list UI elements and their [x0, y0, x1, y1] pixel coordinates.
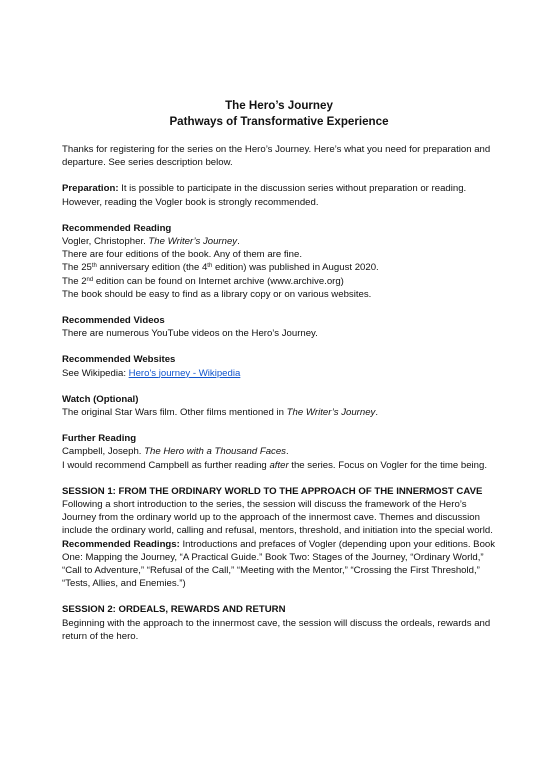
preparation-paragraph [62, 182, 496, 208]
reading-line3-b: anniversary edition (the 4 [96, 262, 208, 274]
further-text-a: I would recommend Campbell as further reading [62, 459, 270, 471]
further-text-emphasis: after [269, 459, 289, 471]
title-line-1: The Hero’s Journey [225, 99, 333, 112]
further-period: . [285, 446, 289, 458]
preparation-text: It is possible to participate in the discussion series without preparation or reading. However, reading the Vogler book is strongly recommended. [62, 183, 467, 208]
document-body [62, 98, 496, 643]
watch-text-main: The original Star Wars film. Other films mentioned in [62, 407, 287, 419]
reading-period: . [237, 236, 240, 248]
session-1-readings [62, 538, 496, 591]
videos-text: There are numerous YouTube videos on the Hero’s Journey. [62, 328, 318, 340]
reading-line4-sup: nd [86, 276, 94, 283]
further-recommendation [62, 459, 496, 472]
further-reading-heading: Further Reading [62, 433, 137, 445]
session-1-readings-label: Recommended Readings: [62, 538, 180, 550]
watch-book-title: The Writer’s Journey [286, 407, 376, 419]
reading-anniversary-line [62, 261, 496, 274]
watch-text [62, 406, 496, 419]
further-citation [62, 445, 496, 458]
reading-library-line: The book should be easy to find as a library copy or on various websites. [62, 288, 372, 300]
reading-line4-a: The 2 [62, 275, 87, 287]
session-1-readings-text: Introductions and prefaces of Vogler (depending upon your editions. Book One: Mapping the Journey, “A Practical Guide.” Book Two: Stages of the Journey, “Ordinary World,” “Call to Adventure,” “Refusal of the Call,” “Meeting with the Mentor,” “Crossing the First Threshold,” “Tests, Allies, and Enemies.”) [62, 538, 496, 590]
intro-paragraph: Thanks for registering for the series on the Hero’s Journey. Here’s what you need for preparation and departure. See series description below. [62, 144, 491, 169]
reading-citation [62, 235, 496, 248]
session-1-description: Following a short introduction to the series, the session will discuss the framework of the Hero’s Journey from the ordinary world up to the approach of the innermost cave. Themes and discussion include the ordinary world, calling and refusal, mentors, threshold, and initiation into the special world. [62, 499, 493, 537]
further-author: Campbell, Joseph. [62, 446, 145, 458]
watch-period: . [375, 407, 378, 419]
session-2-description: Beginning with the approach to the innermost cave, the session will discuss the ordeals, rewards and return of the hero. [62, 617, 491, 642]
further-text-b: the series. Focus on Vogler for the time being. [288, 459, 488, 471]
further-book-title: The Hero with a Thousand Faces [144, 446, 286, 458]
wikipedia-link[interactable]: Hero's journey - Wikipedia [128, 367, 241, 379]
websites-prefix: See Wikipedia: [62, 367, 129, 379]
reading-line3-c: edition) was published in August 2020. [212, 262, 379, 274]
recommended-videos-heading: Recommended Videos [62, 315, 165, 327]
recommended-websites-heading: Recommended Websites [62, 354, 176, 366]
session-1-heading: SESSION 1: FROM THE ORDINARY WORLD TO THE APPROACH OF THE INNERMOST CAVE [62, 485, 483, 497]
reading-line3-sup2: th [207, 263, 213, 270]
document-title [62, 98, 496, 130]
reading-line4-b: edition can be found on Internet archive (www.archive.org) [93, 275, 344, 287]
reading-line3-sup1: th [91, 263, 97, 270]
session-2-heading: SESSION 2: ORDEALS, REWARDS AND RETURN [62, 604, 286, 616]
preparation-label: Preparation: [62, 183, 119, 195]
reading-author: Vogler, Christopher. [62, 236, 149, 248]
title-line-2: Pathways of Transformative Experience [169, 115, 389, 128]
websites-line [62, 367, 496, 380]
recommended-reading-heading: Recommended Reading [62, 222, 172, 234]
reading-archive-line [62, 275, 496, 288]
reading-line3-a: The 25 [62, 262, 92, 274]
reading-editions-line: There are four editions of the book. Any of them are fine. [62, 249, 302, 261]
reading-book-title: The Writer’s Journey [148, 236, 238, 248]
watch-heading: Watch (Optional) [62, 393, 139, 405]
